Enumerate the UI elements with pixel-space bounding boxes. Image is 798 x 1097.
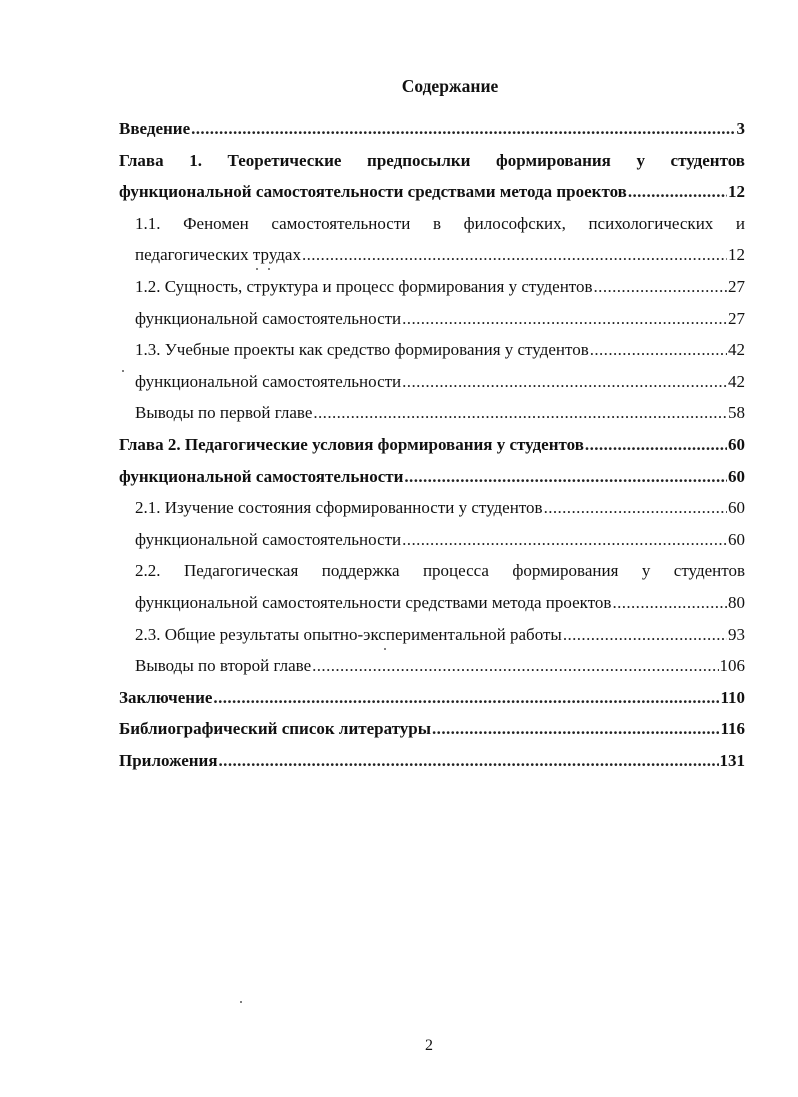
toc-entry-text: Библиографический список литературы: [119, 719, 432, 739]
toc-entry-text: функциональной самостоятельности: [119, 466, 404, 486]
toc-entry: [119, 176, 745, 208]
scan-speck: [122, 370, 124, 372]
toc-entry: [119, 145, 745, 177]
toc-entry: [119, 745, 745, 777]
toc-entry: [119, 461, 745, 493]
toc-entry: [119, 366, 745, 398]
toc-entry-page: 131: [719, 750, 745, 770]
table-of-contents: [119, 113, 745, 776]
toc-entry-text: функциональной самостоятельности: [135, 529, 402, 549]
toc-entry-text: педагогических трудах: [135, 245, 301, 265]
toc-entry: [119, 713, 745, 745]
toc-entry-page: 80: [728, 592, 745, 612]
toc-entry-text: Выводы по второй главе: [135, 656, 312, 676]
toc-entry: [119, 397, 745, 429]
toc-entry: [119, 587, 745, 619]
toc-leader-dots: [213, 682, 719, 714]
toc-entry-page: 27: [728, 308, 745, 328]
toc-title: Содержание: [401, 76, 499, 96]
toc-entry-text: Введение: [119, 119, 191, 138]
toc-entry-page: 58: [728, 403, 745, 423]
toc-entry-page: 12: [728, 245, 745, 265]
toc-leader-dots: [544, 492, 727, 524]
toc-leader-dots: [612, 587, 727, 619]
toc-entry-page: 42: [728, 371, 745, 391]
toc-leader-dots: [563, 619, 727, 651]
toc-leader-dots: [312, 650, 718, 682]
toc-entry-text: 2.1. Изучение состояния сформированности у студентов: [135, 498, 543, 518]
toc-entry-text: 1.3. Учебные проекты как средство формирования у студентов: [135, 340, 589, 360]
toc-entry-text: 2.2. Педагогическая поддержка процесса формирования у студентов: [135, 561, 745, 581]
toc-entry-page: 60: [728, 498, 745, 518]
toc-entry-text: Глава 2. Педагогические условия формирования у студентов: [119, 434, 584, 454]
toc-entry-text: Глава 1. Теоретические предпосылки формирования у студентов: [119, 150, 745, 170]
toc-entry: [119, 334, 745, 366]
toc-leader-dots: [302, 239, 727, 271]
toc-leader-dots: [590, 334, 727, 366]
toc-entry-page: 60: [728, 466, 745, 486]
toc-leader-dots: [402, 303, 727, 335]
toc-entry: [119, 429, 745, 461]
scan-speck: [384, 648, 386, 650]
toc-entry-text: Приложения: [119, 750, 218, 770]
toc-entry: [119, 650, 745, 682]
toc-entry-text: 1.1. Феномен самостоятельности в философских, психологических и: [135, 213, 745, 233]
toc-entry-page: 93: [728, 624, 745, 644]
toc-leader-dots: [191, 113, 735, 145]
toc-entry: [119, 619, 745, 651]
toc-leader-dots: [402, 366, 727, 398]
toc-entry-page: 106: [719, 656, 745, 676]
toc-entry-page: 27: [728, 276, 745, 296]
toc-entry-text: функциональной самостоятельности средствами метода проектов: [119, 182, 627, 202]
toc-entry: [119, 682, 745, 714]
page-number: 2: [425, 1037, 433, 1054]
toc-leader-dots: [219, 745, 719, 777]
toc-leader-dots: [313, 397, 727, 429]
toc-entry: [119, 555, 745, 587]
toc-entry: [119, 208, 745, 240]
toc-leader-dots: [594, 271, 727, 303]
toc-entry-text: функциональной самостоятельности: [135, 308, 402, 328]
toc-leader-dots: [628, 176, 727, 208]
toc-entry-text: функциональной самостоятельности средствами метода проектов: [135, 592, 612, 612]
toc-entry: [119, 303, 745, 335]
toc-entry-page: 42: [728, 340, 745, 360]
toc-leader-dots: [585, 429, 727, 461]
toc-entry-page: 12: [728, 182, 745, 202]
toc-entry-page: 116: [720, 719, 745, 739]
toc-entry-text: функциональной самостоятельности: [135, 371, 402, 391]
toc-leader-dots: [402, 524, 727, 556]
toc-entry-page: 60: [728, 529, 745, 549]
toc-entry: [119, 492, 745, 524]
scan-speck: [240, 1001, 242, 1003]
toc-entry-page: 3: [736, 119, 745, 138]
toc-entry-text: 2.3. Общие результаты опытно-экспериментальной работы: [135, 624, 562, 644]
toc-entry-page: 60: [728, 434, 745, 454]
toc-entry: [119, 271, 745, 303]
scan-speck: [268, 268, 270, 270]
toc-entry: [119, 239, 745, 271]
toc-entry-text: Заключение: [119, 687, 213, 707]
toc-entry: [119, 113, 745, 145]
toc-entry: [119, 524, 745, 556]
toc-entry-text: 1.2. Сущность, структура и процесс формирования у студентов: [135, 276, 593, 296]
toc-leader-dots: [432, 713, 719, 745]
scan-speck: [256, 268, 258, 270]
toc-leader-dots: [404, 461, 727, 493]
toc-entry-text: Выводы по первой главе: [135, 403, 313, 423]
toc-entry-page: 110: [720, 687, 745, 707]
